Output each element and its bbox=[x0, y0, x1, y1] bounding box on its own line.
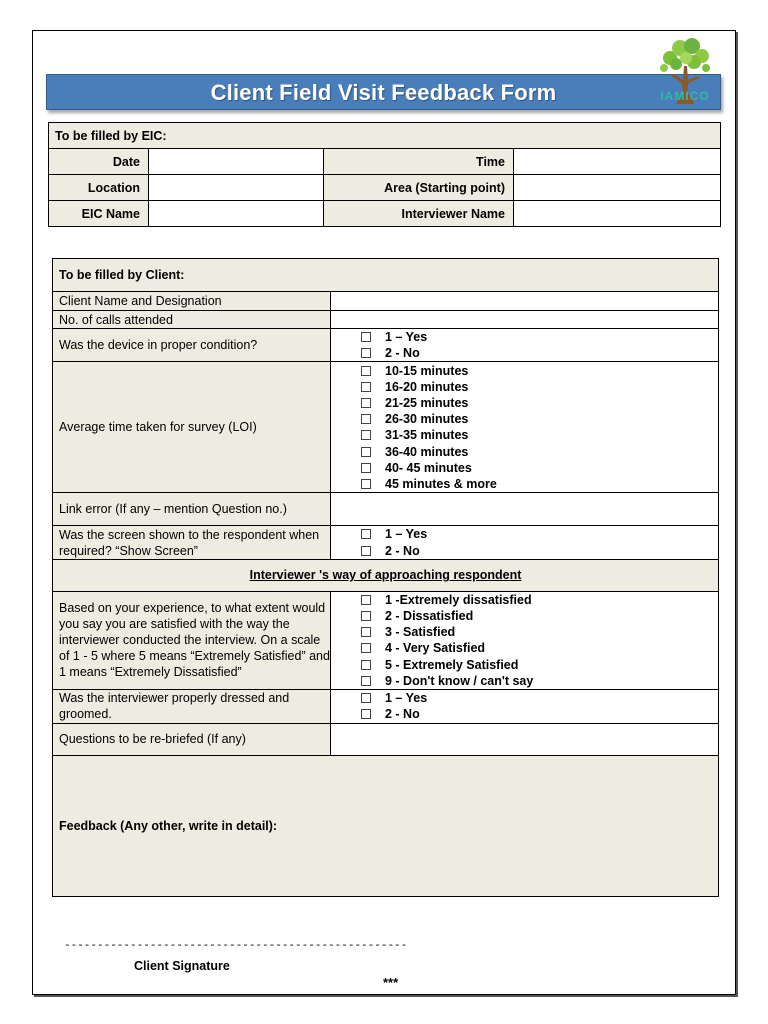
option-item[interactable] bbox=[331, 379, 718, 395]
option-label: 1 – Yes bbox=[385, 691, 428, 706]
device-condition-question: Was the device in proper condition? bbox=[53, 329, 331, 362]
calls-attended-field[interactable] bbox=[331, 311, 719, 329]
rebrief-field[interactable] bbox=[331, 723, 719, 755]
option-item[interactable] bbox=[331, 673, 718, 689]
approach-heading: Interviewer 's way of approaching respondent bbox=[53, 559, 719, 591]
option-label: 26-30 minutes bbox=[385, 412, 469, 427]
checkbox[interactable] bbox=[361, 529, 371, 539]
show-screen-question: Was the screen shown to the respondent when required? “Show Screen” bbox=[53, 526, 331, 559]
option-item[interactable] bbox=[331, 411, 718, 427]
device-condition-options bbox=[331, 329, 719, 362]
date-field[interactable] bbox=[149, 149, 324, 175]
option-item[interactable] bbox=[331, 427, 718, 443]
option-label: 31-35 minutes bbox=[385, 428, 469, 443]
checkbox[interactable] bbox=[361, 382, 371, 392]
checkbox[interactable] bbox=[361, 611, 371, 621]
checkbox[interactable] bbox=[361, 366, 371, 376]
option-item[interactable] bbox=[331, 624, 718, 640]
client-table bbox=[52, 258, 719, 897]
signature-label: Client Signature bbox=[134, 959, 230, 973]
option-label: 3 - Satisfied bbox=[385, 625, 456, 640]
option-label: 4 - Very Satisfied bbox=[385, 641, 486, 656]
checkbox[interactable] bbox=[361, 546, 371, 556]
rebrief-label: Questions to be re-briefed (If any) bbox=[53, 723, 331, 755]
title-banner bbox=[46, 74, 721, 110]
loi-question: Average time taken for survey (LOI) bbox=[53, 362, 331, 493]
area-label: Area (Starting point) bbox=[324, 175, 514, 201]
option-item[interactable] bbox=[331, 476, 718, 492]
option-item[interactable] bbox=[331, 363, 718, 379]
time-label: Time bbox=[324, 149, 514, 175]
option-label: 2 - No bbox=[385, 707, 420, 722]
option-item[interactable] bbox=[331, 640, 718, 656]
area-field[interactable] bbox=[514, 175, 721, 201]
option-item[interactable] bbox=[331, 592, 718, 608]
link-error-label: Link error (If any – mention Question no.) bbox=[53, 493, 331, 526]
loi-options bbox=[331, 362, 719, 493]
checkbox[interactable] bbox=[361, 398, 371, 408]
option-item[interactable] bbox=[331, 329, 718, 345]
show-screen-options bbox=[331, 526, 719, 559]
interviewer-name-field[interactable] bbox=[514, 201, 721, 227]
option-item[interactable] bbox=[331, 395, 718, 411]
time-field[interactable] bbox=[514, 149, 721, 175]
satisfaction-question: Based on your experience, to what extent would you say you are satisfied with the way the interviewer conducted the interview. On a scale of 1 - 5 where 5 means “Extremely Satisfied” and 1 means “Extremely Dissatisfied” bbox=[53, 591, 331, 689]
option-label: 1 – Yes bbox=[385, 330, 428, 345]
checkbox[interactable] bbox=[361, 595, 371, 605]
option-item[interactable] bbox=[331, 608, 718, 624]
option-label: 40- 45 minutes bbox=[385, 460, 472, 475]
checkbox[interactable] bbox=[361, 332, 371, 342]
option-item[interactable] bbox=[331, 543, 718, 559]
checkbox[interactable] bbox=[361, 463, 371, 473]
calls-attended-label: No. of calls attended bbox=[53, 311, 331, 329]
option-item[interactable] bbox=[331, 690, 718, 706]
checkbox[interactable] bbox=[361, 660, 371, 670]
client-name-label: Client Name and Designation bbox=[53, 292, 331, 311]
link-error-field[interactable] bbox=[331, 493, 719, 526]
option-label: 2 - Dissatisfied bbox=[385, 609, 474, 624]
eic-table bbox=[48, 122, 721, 227]
option-item[interactable] bbox=[331, 444, 718, 460]
dressed-question: Was the interviewer properly dressed and groomed. bbox=[53, 689, 331, 723]
interviewer-name-label: Interviewer Name bbox=[324, 201, 514, 227]
checkbox[interactable] bbox=[361, 643, 371, 653]
option-item[interactable] bbox=[331, 706, 718, 722]
option-label: 1 – Yes bbox=[385, 527, 428, 542]
option-label: 2 - No bbox=[385, 543, 420, 558]
feedback-label[interactable]: Feedback (Any other, write in detail): bbox=[53, 755, 719, 896]
checkbox[interactable] bbox=[361, 709, 371, 719]
option-label: 21-25 minutes bbox=[385, 396, 469, 411]
eic-name-label: EIC Name bbox=[49, 201, 149, 227]
option-item[interactable] bbox=[331, 345, 718, 361]
form-title: Client Field Visit Feedback Form bbox=[210, 80, 557, 105]
option-item[interactable] bbox=[331, 526, 718, 542]
checkbox[interactable] bbox=[361, 627, 371, 637]
end-mark: *** bbox=[383, 975, 399, 990]
eic-name-field[interactable] bbox=[149, 201, 324, 227]
option-label: 45 minutes & more bbox=[385, 477, 497, 492]
checkbox[interactable] bbox=[361, 479, 371, 489]
option-label: 10-15 minutes bbox=[385, 363, 469, 378]
checkbox[interactable] bbox=[361, 447, 371, 457]
option-item[interactable] bbox=[331, 460, 718, 476]
option-label: 9 - Don't know / can't say bbox=[385, 673, 534, 688]
checkbox[interactable] bbox=[361, 676, 371, 686]
location-field[interactable] bbox=[149, 175, 324, 201]
option-label: 1 -Extremely dissatisfied bbox=[385, 592, 532, 607]
signature-line: ---------------------------------------------------- bbox=[64, 940, 408, 952]
client-name-field[interactable] bbox=[331, 292, 719, 311]
option-label: 5 - Extremely Satisfied bbox=[385, 657, 519, 672]
location-label: Location bbox=[49, 175, 149, 201]
dressed-options bbox=[331, 689, 719, 723]
eic-section-heading: To be filled by EIC: bbox=[49, 123, 721, 149]
date-label: Date bbox=[49, 149, 149, 175]
checkbox[interactable] bbox=[361, 348, 371, 358]
checkbox[interactable] bbox=[361, 414, 371, 424]
logo-text: IAMICO bbox=[660, 89, 710, 103]
option-item[interactable] bbox=[331, 657, 718, 673]
client-section-heading: To be filled by Client: bbox=[53, 259, 719, 292]
checkbox[interactable] bbox=[361, 693, 371, 703]
checkbox[interactable] bbox=[361, 430, 371, 440]
satisfaction-options bbox=[331, 591, 719, 689]
option-label: 2 - No bbox=[385, 346, 420, 361]
option-label: 16-20 minutes bbox=[385, 379, 469, 394]
option-label: 36-40 minutes bbox=[385, 444, 469, 459]
